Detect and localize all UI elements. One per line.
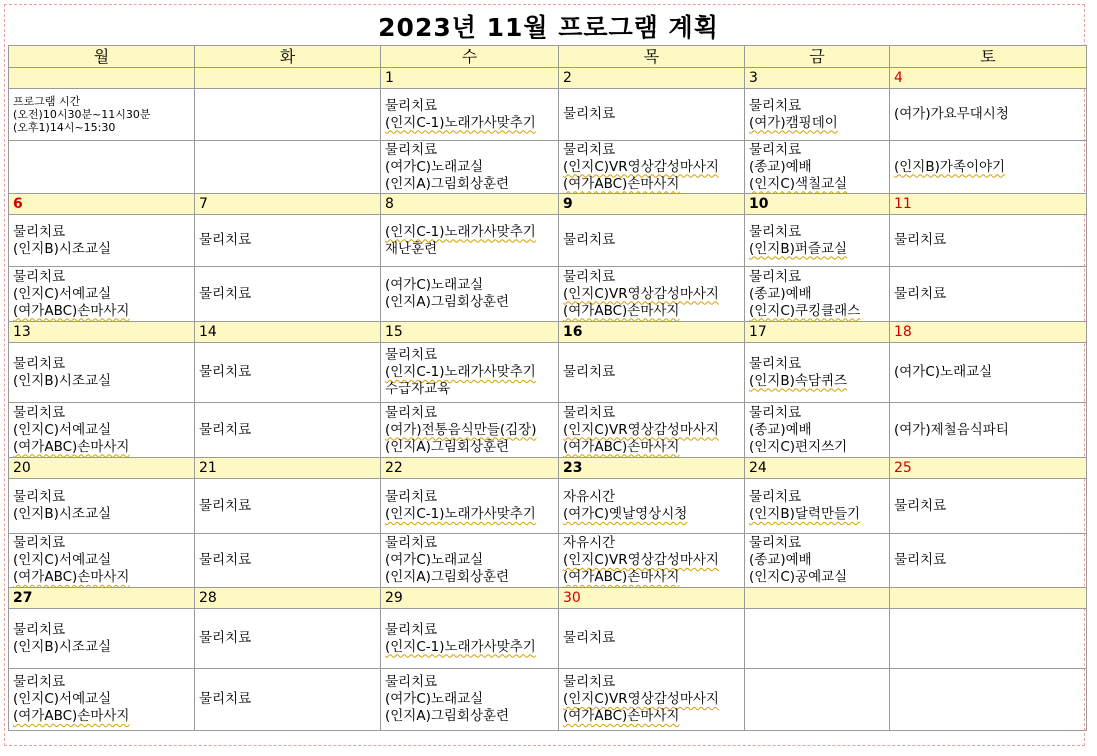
program-item: (종교)예배 [749,421,812,438]
program-item: 물리치료 [563,674,616,690]
program-cell [890,403,1087,458]
date-cell-tue: 21 [195,458,381,479]
program-item: 물리치료 [385,97,438,114]
program-cell [745,141,890,194]
weekday-tue: 화 [195,46,381,68]
date-cell-thu: 2 [559,68,745,89]
program-item: (종교)예배 [749,158,812,175]
date-cell-mon: 6 [9,194,195,215]
date-cell-sat: 25 [890,458,1087,479]
program-item: 물리치료 [199,630,252,646]
date-cell-sat: 4 [890,68,1087,89]
program-cell [745,403,890,458]
program-time-note: 프로그램 시간 [13,95,81,108]
date-cell-mon: 27 [9,588,195,609]
date-cell-sat [890,588,1087,609]
program-item: 물리치료 [385,404,438,421]
program-item: 재난훈련 [385,240,438,257]
program-row-pm [9,267,1087,322]
date-cell-tue: 28 [195,588,381,609]
program-item: 물리치료 [563,630,616,646]
program-cell [195,215,381,267]
date-row [9,458,1087,479]
program-item: (인지A)그림회상훈련 [385,175,510,192]
program-row-pm [9,534,1087,588]
date-cell-fri: 24 [745,458,890,479]
date-cell-thu: 9 [559,194,745,215]
date-cell-fri: 3 [745,68,890,89]
program-item: (여가)전통음식만들(김장) [385,421,537,438]
program-cell [9,669,195,731]
program-item: (인지C)서예교실 [13,691,112,707]
program-cell [9,609,195,669]
program-cell [9,403,195,458]
date-cell-mon: 13 [9,322,195,343]
program-item: (여가ABC)손마사지 [13,708,130,724]
program-cell [559,343,745,403]
date-row [9,194,1087,215]
program-item: 물리치료 [385,535,438,551]
date-row [9,588,1087,609]
program-cell [381,267,559,322]
program-item: 물리치료 [749,97,802,114]
program-item: (인지B)가족이야기 [894,158,1006,175]
program-item: 물리치료 [199,691,252,707]
program-item: (인지A)그림회상훈련 [385,294,510,310]
program-item: 물리치료 [563,268,616,285]
date-cell-fri: 10 [745,194,890,215]
program-cell [559,669,745,731]
program-cell [195,403,381,458]
weekday-header-row [9,46,1087,68]
program-item: (인지C)VR영상감성마사지 [563,285,719,302]
date-cell-wed: 8 [381,194,559,215]
date-cell-wed: 1 [381,68,559,89]
program-cell [381,403,559,458]
program-item: 물리치료 [749,355,802,372]
date-cell-wed: 15 [381,322,559,343]
program-item: 물리치료 [13,223,66,240]
program-cell [9,534,195,588]
program-row-am [9,343,1087,403]
program-item: (여가C)옛날영상시청 [563,506,688,522]
program-item: 물리치료 [13,268,66,285]
program-cell [559,215,745,267]
program-cell [195,89,381,141]
program-item: 물리치료 [199,285,252,302]
program-cell [559,89,745,141]
program-item: 자유시간 [563,489,616,505]
program-cell [745,534,890,588]
program-cell [890,215,1087,267]
program-item: (인지C)쿠킹클래스 [749,302,861,319]
program-item: (인지C)VR영상감성마사지 [563,421,719,438]
program-item: (인지C)서예교실 [13,552,112,568]
program-item: 물리치료 [385,621,438,638]
program-item: (인지A)그림회상훈련 [385,708,510,724]
program-item: (여가ABC)손마사지 [13,569,130,585]
program-item: 물리치료 [13,489,66,505]
program-cell [195,669,381,731]
program-item: 물리치료 [199,421,252,438]
program-item: (여가C)노래교실 [385,691,484,707]
program-item: (여가C)노래교실 [385,552,484,568]
program-item: (인지B)시조교실 [13,240,112,257]
program-cell [9,479,195,534]
program-item: (인지C)서예교실 [13,285,112,302]
weekday-wed: 수 [381,46,559,68]
program-item: 물리치료 [563,232,616,248]
program-item: 물리치료 [199,552,252,568]
program-cell [559,534,745,588]
date-cell-thu: 30 [559,588,745,609]
program-cell [9,343,195,403]
program-cell [890,479,1087,534]
program-cell [9,215,195,267]
program-time-note: (오전)10시30분~11시30분 [13,108,151,121]
program-item: (종교)예배 [749,552,812,568]
program-item: 물리치료 [749,141,802,158]
weekday-sat: 토 [890,46,1087,68]
program-item: (여가C)노래교실 [385,158,484,175]
program-item: (인지C-1)노래가사맞추기 [385,114,536,131]
program-cell [745,267,890,322]
program-item: (인지B)시조교실 [13,506,112,522]
program-item: 물리치료 [749,489,802,505]
program-row-pm [9,141,1087,194]
program-item: 물리치료 [13,355,66,372]
program-item: (인지C)색칠교실 [749,175,848,192]
date-row [9,322,1087,343]
program-item: 물리치료 [894,497,947,514]
program-item: (인지A)그림회상훈련 [385,438,510,455]
program-cell [890,141,1087,194]
program-cell [559,479,745,534]
date-cell-thu: 16 [559,322,745,343]
program-cell [195,609,381,669]
program-item: (여가C)노래교실 [894,364,993,380]
program-item: (인지C)공예교실 [749,569,848,585]
calendar-table [8,45,1087,731]
date-cell-tue: 14 [195,322,381,343]
program-item: 물리치료 [749,268,802,285]
program-item: (인지C)VR영상감성마사지 [563,552,719,568]
program-item: (종교)예배 [749,285,812,302]
date-cell-fri [745,588,890,609]
program-cell [381,215,559,267]
program-row-pm [9,669,1087,731]
program-row-am [9,215,1087,267]
program-cell [890,89,1087,141]
program-item: (인지B)퍼즐교실 [749,240,848,257]
program-cell [381,669,559,731]
program-item: 수급자교육 [385,381,451,397]
date-cell-sat: 18 [890,322,1087,343]
program-item: 물리치료 [13,404,66,421]
program-time-note: (오후1)14시~15:30 [13,121,116,134]
program-cell [890,609,1087,669]
date-cell-tue [195,68,381,89]
program-item: 물리치료 [563,364,616,380]
program-cell [195,267,381,322]
program-item: 물리치료 [385,141,438,158]
program-item: 물리치료 [385,489,438,505]
program-item: (인지C-1)노래가사맞추기 [385,364,536,380]
program-item: (인지C-1)노래가사맞추기 [385,638,536,655]
program-item: (여가ABC)손마사지 [563,302,680,319]
program-item: 물리치료 [749,404,802,421]
date-row [9,68,1087,89]
program-cell [559,609,745,669]
program-row-pm [9,403,1087,458]
program-cell [195,141,381,194]
program-item: 물리치료 [749,223,802,240]
program-item: 물리치료 [894,285,947,302]
program-item: 물리치료 [199,364,252,380]
date-cell-tue: 7 [195,194,381,215]
program-cell [381,534,559,588]
program-item: (인지C)VR영상감성마사지 [563,158,719,175]
program-cell [195,534,381,588]
weekday-thu: 목 [559,46,745,68]
program-cell [890,267,1087,322]
program-cell [9,89,195,141]
program-row-am [9,609,1087,669]
program-item: 물리치료 [385,674,438,690]
program-item: 물리치료 [894,552,947,568]
program-item: (여가ABC)손마사지 [13,302,130,319]
program-item: (인지B)시조교실 [13,638,112,655]
date-cell-fri: 17 [745,322,890,343]
program-cell [890,669,1087,731]
program-cell [9,267,195,322]
program-item: (인지C)서예교실 [13,421,112,438]
program-item: (인지B)달력만들기 [749,506,861,522]
program-item: (인지B)시조교실 [13,372,112,389]
program-item: 물리치료 [199,497,252,514]
program-cell [559,267,745,322]
program-cell [195,479,381,534]
program-cell [195,343,381,403]
program-item: (여가ABC)손마사지 [13,438,130,455]
program-cell [745,343,890,403]
date-cell-mon: 20 [9,458,195,479]
program-item: (여가ABC)손마사지 [563,569,680,585]
date-cell-mon [9,68,195,89]
program-item: 자유시간 [563,535,616,551]
program-cell [745,89,890,141]
program-cell [9,141,195,194]
program-item: 물리치료 [385,347,438,363]
program-item: 물리치료 [563,141,616,158]
date-cell-thu: 23 [559,458,745,479]
program-item: (인지B)속담퀴즈 [749,372,848,389]
program-cell [381,479,559,534]
program-cell [890,343,1087,403]
program-item: (여가ABC)손마사지 [563,175,680,192]
program-cell [745,479,890,534]
date-cell-sat: 11 [890,194,1087,215]
program-item: (여가)제철음식파티 [894,421,1009,438]
program-item: 물리치료 [749,535,802,551]
program-item: (여가)캠핑데이 [749,114,838,131]
program-cell [381,609,559,669]
date-cell-wed: 22 [381,458,559,479]
program-item: (인지C-1)노래가사맞추기 [385,506,536,522]
date-cell-wed: 29 [381,588,559,609]
program-item: (여가ABC)손마사지 [563,438,680,455]
program-cell [745,609,890,669]
program-item: 물리치료 [199,232,252,248]
program-row-am [9,479,1087,534]
program-item: (여가C)노래교실 [385,277,484,293]
program-item: (인지C)VR영상감성마사지 [563,691,719,707]
program-cell [559,403,745,458]
weekday-fri: 금 [745,46,890,68]
program-item: 물리치료 [563,106,616,122]
program-row-am [9,89,1087,141]
program-cell [381,141,559,194]
page-title: 2023년 11월 프로그램 계획 [378,13,719,42]
program-item: (여가ABC)손마사지 [563,708,680,724]
program-item: 물리치료 [13,674,66,690]
program-item: 물리치료 [13,535,66,551]
program-cell [559,141,745,194]
program-item: (인지C)편지쓰기 [749,438,848,455]
program-cell [381,343,559,403]
program-cell [890,534,1087,588]
program-item: 물리치료 [13,621,66,638]
program-item: (여가)가요무대시청 [894,106,1009,122]
program-item: 물리치료 [563,404,616,421]
program-cell [381,89,559,141]
program-cell [745,669,890,731]
weekday-mon: 월 [9,46,195,68]
program-item: 물리치료 [894,232,947,248]
program-item: (인지A)그림회상훈련 [385,569,510,585]
program-cell [745,215,890,267]
program-item: (인지C-1)노래가사맞추기 [385,223,536,240]
